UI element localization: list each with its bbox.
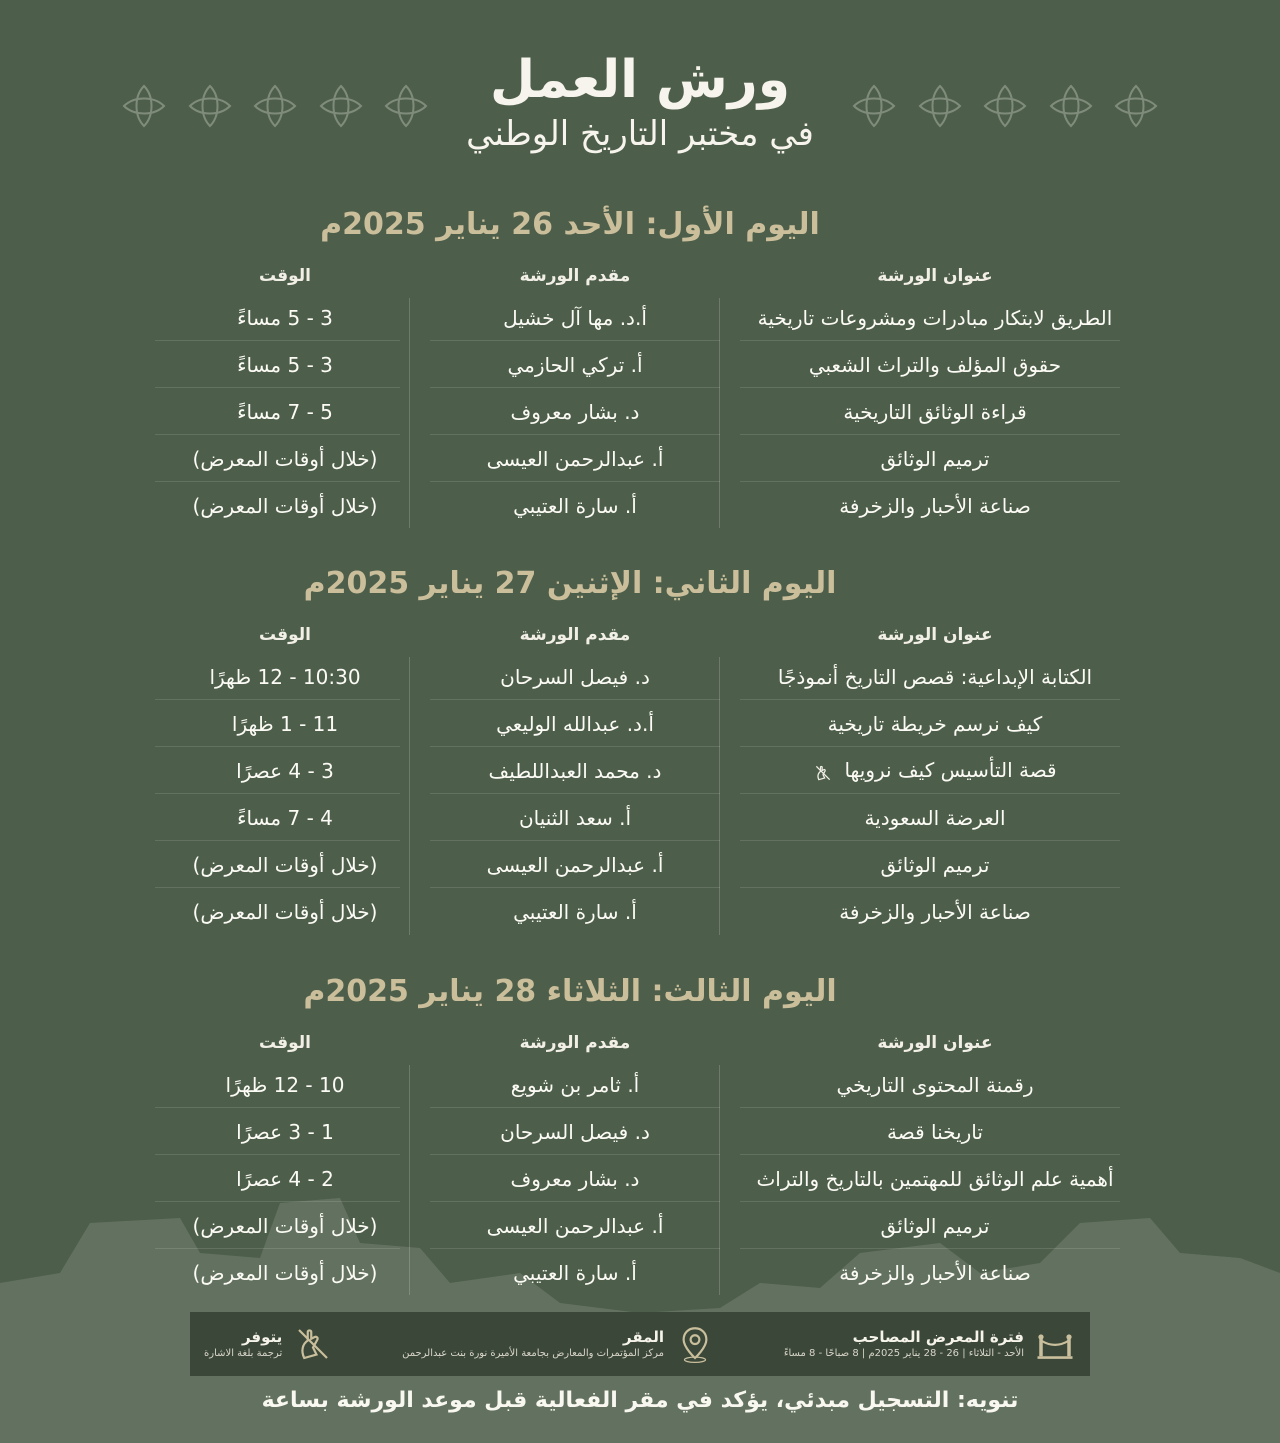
table-row	[150, 482, 1140, 529]
table-header	[150, 258, 1140, 294]
workshop-time: 3 - 5 مساءً	[237, 352, 333, 377]
column-divider	[409, 298, 410, 528]
day-heading: اليوم الثاني: الإثنين 27 يناير 2025م	[303, 566, 837, 601]
column-divider	[719, 1065, 720, 1295]
column-divider	[719, 298, 720, 528]
workshop-title: الكتابة الإبداعية: قصص التاريخ أنموذجًا	[777, 664, 1093, 689]
workshop-presenter: د. فيصل السرحان	[500, 1119, 650, 1144]
workshop-time: 3 - 5 مساءً	[237, 305, 333, 330]
workshop-presenter: د. بشار معروف	[510, 1166, 640, 1191]
workshop-title: حقوق المؤلف والتراث الشعبي	[808, 352, 1062, 377]
workshop-presenter: أ. سعد الثنيان	[518, 805, 632, 830]
workshop-presenter: أ. عبدالرحمن العيسى	[486, 1213, 664, 1238]
workshop-presenter: أ. سارة العتيبي	[513, 899, 637, 924]
workshop-presenter: أ. سارة العتيبي	[513, 1260, 637, 1285]
workshop-time: (خلال أوقات المعرض)	[192, 446, 378, 471]
workshop-time: (خلال أوقات المعرض)	[192, 852, 378, 877]
workshop-time: 2 - 4 عصرًا	[236, 1166, 334, 1191]
location-pin-icon	[674, 1323, 716, 1365]
workshop-title: قصة التأسيس كيف نرويها	[844, 758, 1057, 783]
workshop-presenter: أ. سارة العتيبي	[513, 493, 637, 518]
day-2-section	[150, 563, 1140, 935]
table-row	[150, 435, 1140, 482]
available-detail: ترجمة بلغة الاشارة	[204, 1348, 283, 1359]
venue-info	[402, 1323, 716, 1365]
table-row	[150, 841, 1140, 888]
workshop-presenter: أ.د. مها آل خشيل	[503, 305, 647, 330]
day-heading: اليوم الأول: الأحد 26 يناير 2025م	[320, 207, 820, 242]
workshop-time: 11 - 1 ظهرًا	[231, 711, 339, 736]
column-divider	[409, 1065, 410, 1295]
workshop-title: الطريق لابتكار مبادرات ومشروعات تاريخية	[757, 305, 1113, 330]
workshop-title: رقمنة المحتوى التاريخي	[836, 1072, 1034, 1097]
sign-language-icon	[292, 1323, 334, 1365]
sign-language-icon	[813, 763, 833, 783]
column-header-time: الوقت	[259, 266, 311, 286]
workshop-title: كيف نرسم خريطة تاريخية	[827, 711, 1043, 736]
workshop-presenter: أ.د. عبدالله الوليعي	[496, 711, 654, 736]
column-header-presenter: مقدم الورشة	[519, 1033, 631, 1053]
registration-notice: تنويه: التسجيل مبدئي، يؤكد في مقر الفعالية قبل موعد الورشة بساعة	[261, 1388, 1019, 1413]
column-divider	[719, 657, 720, 935]
column-divider	[409, 657, 410, 935]
workshop-title: العرضة السعودية	[864, 805, 1006, 830]
column-header-time: الوقت	[259, 1033, 311, 1053]
workshop-presenter: أ. عبدالرحمن العيسى	[486, 446, 664, 471]
column-header-title: عنوان الورشة	[877, 625, 993, 645]
table-row	[150, 888, 1140, 935]
workshop-presenter: أ. تركي الحازمي	[507, 352, 643, 377]
page-header	[0, 48, 1280, 156]
table-row	[150, 747, 1140, 794]
workshop-presenter: أ. عبدالرحمن العيسى	[486, 852, 664, 877]
table-row	[150, 341, 1140, 388]
column-header-title: عنوان الورشة	[877, 266, 993, 286]
page-subtitle: في مختبر التاريخ الوطني	[466, 114, 814, 154]
workshop-time: 5 - 7 مساءً	[237, 399, 333, 424]
available-label: يتوفر	[241, 1328, 283, 1346]
workshop-presenter: د. فيصل السرحان	[500, 664, 650, 689]
workshop-time: 4 - 7 مساءً	[237, 805, 333, 830]
exhibition-label: فترة المعرض المصاحب	[852, 1328, 1024, 1346]
exhibition-info	[784, 1323, 1076, 1365]
workshop-title: صناعة الأحبار والزخرفة	[839, 899, 1031, 924]
exhibition-barrier-icon	[1034, 1323, 1076, 1365]
workshop-time: 10 - 12 ظهرًا	[225, 1072, 345, 1097]
workshop-title: ترميم الوثائق	[880, 1213, 990, 1238]
exhibition-detail: الأحد - الثلاثاء | 26 - 28 يناير 2025م | 8 صباحًا - 8 مساءً	[783, 1348, 1024, 1359]
table-row	[150, 700, 1140, 747]
day-heading: اليوم الثالث: الثلاثاء 28 يناير 2025م	[303, 974, 837, 1009]
table-row	[150, 1061, 1140, 1108]
table-row	[150, 294, 1140, 341]
workshop-title: صناعة الأحبار والزخرفة	[839, 1260, 1031, 1285]
workshop-title: ترميم الوثائق	[880, 852, 990, 877]
workshop-title: قراءة الوثائق التاريخية	[843, 399, 1027, 424]
column-header-presenter: مقدم الورشة	[519, 625, 631, 645]
workshop-time: 1 - 3 عصرًا	[236, 1119, 334, 1144]
page-title: ورش العمل	[489, 50, 791, 110]
table-row	[150, 794, 1140, 841]
table-row	[150, 388, 1140, 435]
table-row	[150, 653, 1140, 700]
table-header	[150, 1025, 1140, 1061]
workshop-time: 3 - 4 عصرًا	[236, 758, 334, 783]
workshop-time: (خلال أوقات المعرض)	[192, 899, 378, 924]
workshop-time: (خلال أوقات المعرض)	[192, 493, 378, 518]
workshop-time: (خلال أوقات المعرض)	[192, 1260, 378, 1285]
table-row	[150, 1155, 1140, 1202]
sign-language-info	[204, 1323, 334, 1365]
table-row	[150, 1202, 1140, 1249]
workshop-title: صناعة الأحبار والزخرفة	[839, 493, 1031, 518]
workshop-title: تاريخنا قصة	[887, 1119, 983, 1144]
day-3-section	[150, 971, 1140, 1296]
table-row	[150, 1249, 1140, 1296]
workshop-title: أهمية علم الوثائق للمهتمين بالتاريخ والتراث	[756, 1166, 1114, 1191]
column-header-title: عنوان الورشة	[877, 1033, 993, 1053]
table-header	[150, 617, 1140, 653]
info-bar	[190, 1312, 1090, 1376]
venue-label: المقر	[623, 1328, 664, 1346]
venue-detail: مركز المؤتمرات والمعارض بجامعة الأميرة نورة بنت عبدالرحمن	[402, 1348, 664, 1359]
workshop-presenter: أ. ثامر بن شويع	[510, 1072, 640, 1097]
column-header-presenter: مقدم الورشة	[519, 266, 631, 286]
workshop-presenter: د. محمد العبداللطيف	[488, 758, 662, 783]
day-1-section	[150, 204, 1140, 529]
column-header-time: الوقت	[259, 625, 311, 645]
workshop-presenter: د. بشار معروف	[510, 399, 640, 424]
workshop-time: (خلال أوقات المعرض)	[192, 1213, 378, 1238]
table-row	[150, 1108, 1140, 1155]
workshop-title: ترميم الوثائق	[880, 446, 990, 471]
workshop-time: 10:30 - 12 ظهرًا	[209, 664, 361, 689]
